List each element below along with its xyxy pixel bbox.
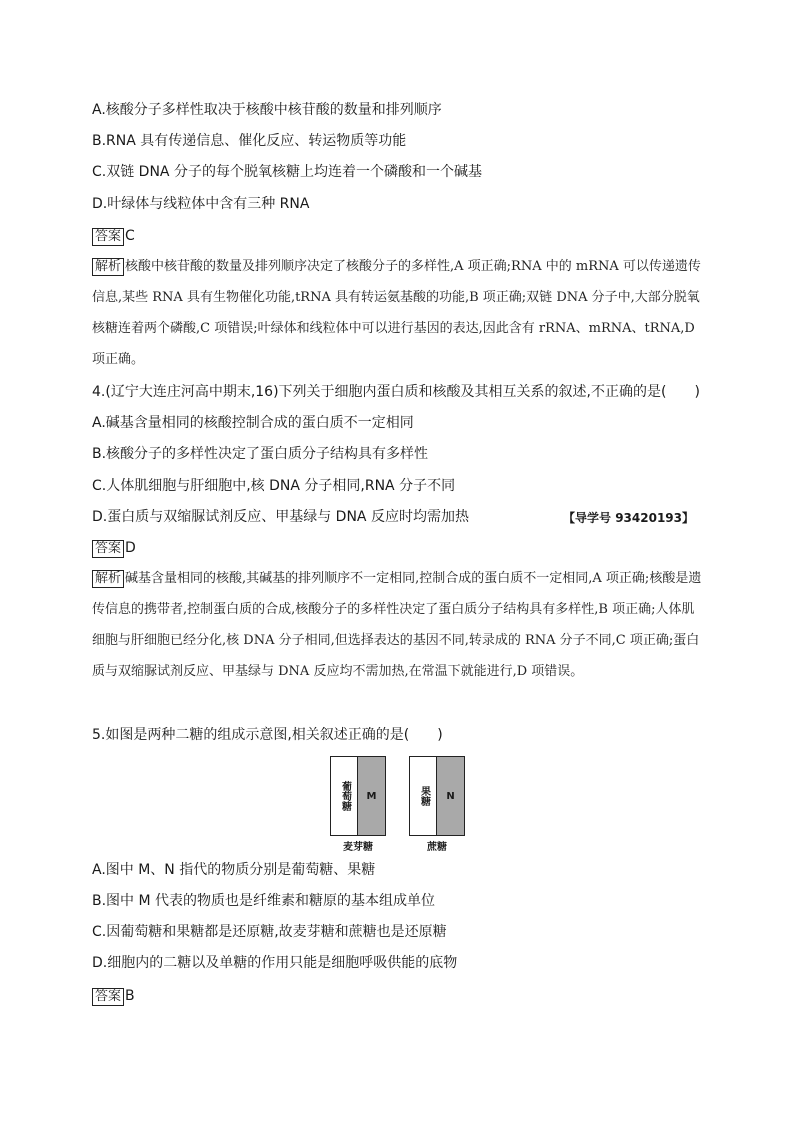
answer-tag: 答案 <box>92 988 124 1006</box>
maltose-glucose-label: 葡萄糖 <box>331 757 358 835</box>
maltose-m-unit: M <box>357 757 385 835</box>
explain-tag: 解析 <box>92 570 124 588</box>
answer-tag: 答案 <box>92 228 124 246</box>
q4-stem: 4.(辽宁大连庄河高中期末,16)下列关于细胞内蛋白质和核酸及其相互关系的叙述,不正确的是( ) <box>92 384 700 400</box>
answer-tag: 答案 <box>92 540 124 558</box>
q3-explanation <box>92 251 702 375</box>
q3-answer <box>92 226 135 246</box>
sucrose-n-unit: N <box>436 757 464 835</box>
q4-guide-number: 【导学号 93420193】 <box>563 511 694 525</box>
q4-answer-value: D <box>125 540 136 556</box>
q4-option-a: A.碱基含量相同的核酸控制合成的蛋白质不一定相同 <box>92 415 414 431</box>
maltose-caption: 麦芽糖 <box>343 842 373 853</box>
q4-explanation-text: 碱基含量相同的核酸,其碱基的排列顺序不一定相同,控制合成的蛋白质不一定相同,A 项正确;核酸是遗传信息的携带者,控制蛋白质的合成,核酸分子的多样性决定了蛋白质分子结构具有多样性,B 项正确;人体肌细胞与肝细胞已经分化,核 DNA 分子相同,但选择表达的基因不同,转录成的 RNA 分子不同,C 项正确;蛋白质与双缩脲试剂反应、甲基绿与 DNA 反应均不需加热,在常温下就能进行,D 项错误。 <box>92 571 702 679</box>
explain-tag: 解析 <box>92 258 124 276</box>
q5-option-c: C.因葡萄糖和果糖都是还原糖,故麦芽糖和蔗糖也是还原糖 <box>92 924 447 940</box>
q3-explanation-text: 核酸中核苷酸的数量及排列顺序决定了核酸分子的多样性,A 项正确;RNA 中的 mRNA 可以传递遗传信息,某些 RNA 具有生物催化功能,tRNA 具有转运氨基酸的功能,B 项正确;双链 DNA 分子中,大部分脱氧核糖连着两个磷酸,C 项错误;叶绿体和线粒体中可以进行基因的表达,因此含有 rRNA、mRNA、tRNA,D 项正确。 <box>92 259 701 367</box>
disaccharide-diagram <box>330 756 465 852</box>
q3-option-d: D.叶绿体与线粒体中含有三种 RNA <box>92 196 310 212</box>
sucrose-caption: 蔗糖 <box>427 842 447 853</box>
q4-answer <box>92 538 136 558</box>
q5-option-a: A.图中 M、N 指代的物质分别是葡萄糖、果糖 <box>92 862 376 878</box>
q4-option-d: D.蛋白质与双缩脲试剂反应、甲基绿与 DNA 反应时均需加热 <box>92 509 469 525</box>
q4-explanation <box>92 563 702 687</box>
q3-option-a: A.核酸分子多样性取决于核酸中核苷酸的数量和排列顺序 <box>92 102 442 118</box>
q5-answer <box>92 986 135 1006</box>
q3-option-c: C.双链 DNA 分子的每个脱氧核糖上均连着一个磷酸和一个碱基 <box>92 164 482 180</box>
q5-stem: 5.如图是两种二糖的组成示意图,相关叙述正确的是( ) <box>92 727 443 743</box>
q3-answer-value: C <box>125 228 135 244</box>
sucrose-fructose-label: 果糖 <box>410 757 437 835</box>
maltose-box <box>330 756 386 836</box>
q5-option-b: B.图中 M 代表的物质也是纤维素和糖原的基本组成单位 <box>92 893 436 909</box>
q5-answer-value: B <box>125 988 135 1004</box>
sucrose-box <box>409 756 465 836</box>
q3-option-b: B.RNA 具有传递信息、催化反应、转运物质等功能 <box>92 133 407 149</box>
q5-option-d: D.细胞内的二糖以及单糖的作用只能是细胞呼吸供能的底物 <box>92 955 458 971</box>
q4-option-b: B.核酸分子的多样性决定了蛋白质分子结构具有多样性 <box>92 446 429 462</box>
q4-option-c: C.人体肌细胞与肝细胞中,核 DNA 分子相同,RNA 分子不同 <box>92 478 456 494</box>
